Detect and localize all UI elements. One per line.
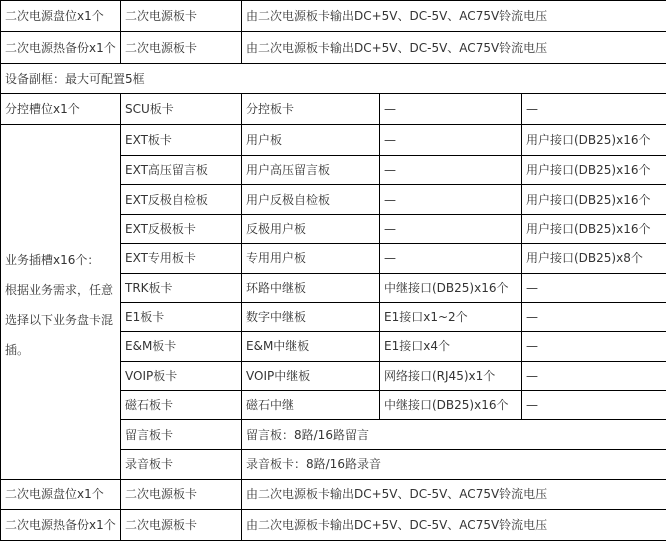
label-line: 选择以下业务盘卡混 [5, 305, 120, 335]
cell-interface-b: 用户接口(DB25)x16个 [522, 214, 666, 243]
cell-board: 分控板卡 [242, 94, 380, 124]
cell-interface-b: — [522, 332, 666, 361]
cell-card: EXT专用板卡 [121, 244, 242, 273]
label-line: 业务插槽x16个： [5, 245, 120, 275]
cell-interface-a: 网络接口(RJ45)x1个 [380, 361, 522, 390]
cell-card: 录音板卡 [121, 449, 242, 479]
cell-board: 磁石中继 [242, 391, 380, 420]
cell-slot: 二次电源热备份x1个 [1, 32, 121, 63]
cell-board: 用户反极自检板 [242, 185, 380, 214]
service-slot-label [1, 124, 121, 480]
cell-interface-a: 中继接口(DB25)x16个 [380, 391, 522, 420]
cell-interface-b: 用户接口(DB25)x16个 [522, 185, 666, 214]
table-row [1, 480, 666, 509]
cell-card: EXT板卡 [121, 124, 242, 155]
cell-card: VOIP板卡 [121, 361, 242, 390]
cell-board: 反极用户板 [242, 214, 380, 243]
cell-interface-b: — [522, 391, 666, 420]
cell-card: EXT反极自检板 [121, 185, 242, 214]
section-header: 设备副框：最大可配置5框 [1, 63, 666, 93]
cell-interface-b: 用户接口(DB25)x16个 [522, 156, 666, 185]
cell-interface-b: — [522, 273, 666, 302]
cell-board: 专用用户板 [242, 244, 380, 273]
table-row [1, 94, 666, 124]
cell-description: 录音板卡：8路/16路录音 [242, 449, 666, 479]
cell-description: 留言板：8路/16路留言 [242, 420, 666, 449]
cell-interface-b: — [522, 302, 666, 331]
cell-slot: 二次电源热备份x1个 [1, 509, 121, 540]
cell-interface-a: E1接口x4个 [380, 332, 522, 361]
cell-slot: 二次电源盘位x1个 [1, 480, 121, 509]
cell-card: TRK板卡 [121, 273, 242, 302]
cell-interface-a: — [380, 156, 522, 185]
cell-board: 用户板 [242, 124, 380, 155]
cell-card: EXT反极板卡 [121, 214, 242, 243]
cell-slot: 分控槽位x1个 [1, 94, 121, 124]
cell-slot: 二次电源盘位x1个 [1, 1, 121, 32]
cell-interface-a: 中继接口(DB25)x16个 [380, 273, 522, 302]
cell-card: 二次电源板卡 [121, 509, 242, 540]
cell-card: 二次电源板卡 [121, 1, 242, 32]
cell-interface-b: 用户接口(DB25)x8个 [522, 244, 666, 273]
cell-card: SCU板卡 [121, 94, 242, 124]
table-row [1, 63, 666, 93]
cell-board: 数字中继板 [242, 302, 380, 331]
cell-interface-a: — [380, 244, 522, 273]
cell-card: 留言板卡 [121, 420, 242, 449]
cell-card: 二次电源板卡 [121, 480, 242, 509]
cell-interface-b: 用户接口(DB25)x16个 [522, 124, 666, 155]
cell-interface-a: — [380, 124, 522, 155]
cell-interface-b: — [522, 361, 666, 390]
cell-card: E1板卡 [121, 302, 242, 331]
table-row [1, 32, 666, 63]
cell-interface-a: — [380, 185, 522, 214]
cell-board: 用户高压留言板 [242, 156, 380, 185]
table-row [1, 1, 666, 32]
label-line: 根据业务需求，任意 [5, 275, 120, 305]
cell-description: 由二次电源板卡输出DC+5V、DC-5V、AC75V铃流电压 [242, 480, 666, 509]
cell-board: E&M中继板 [242, 332, 380, 361]
cell-card: EXT高压留言板 [121, 156, 242, 185]
label-line: 插。 [5, 335, 120, 365]
cell-card: E&M板卡 [121, 332, 242, 361]
cell-interface-a: — [380, 94, 522, 124]
table-row [1, 509, 666, 540]
cell-card: 二次电源板卡 [121, 32, 242, 63]
cell-interface-a: — [380, 214, 522, 243]
cell-description: 由二次电源板卡输出DC+5V、DC-5V、AC75V铃流电压 [242, 509, 666, 540]
cell-board: VOIP中继板 [242, 361, 380, 390]
cell-card: 磁石板卡 [121, 391, 242, 420]
cell-interface-a: E1接口x1~2个 [380, 302, 522, 331]
cell-description: 由二次电源板卡输出DC+5V、DC-5V、AC75V铃流电压 [242, 32, 666, 63]
cell-board: 环路中继板 [242, 273, 380, 302]
cell-description: 由二次电源板卡输出DC+5V、DC-5V、AC75V铃流电压 [242, 1, 666, 32]
cell-interface-b: — [522, 94, 666, 124]
table-row [1, 124, 666, 155]
